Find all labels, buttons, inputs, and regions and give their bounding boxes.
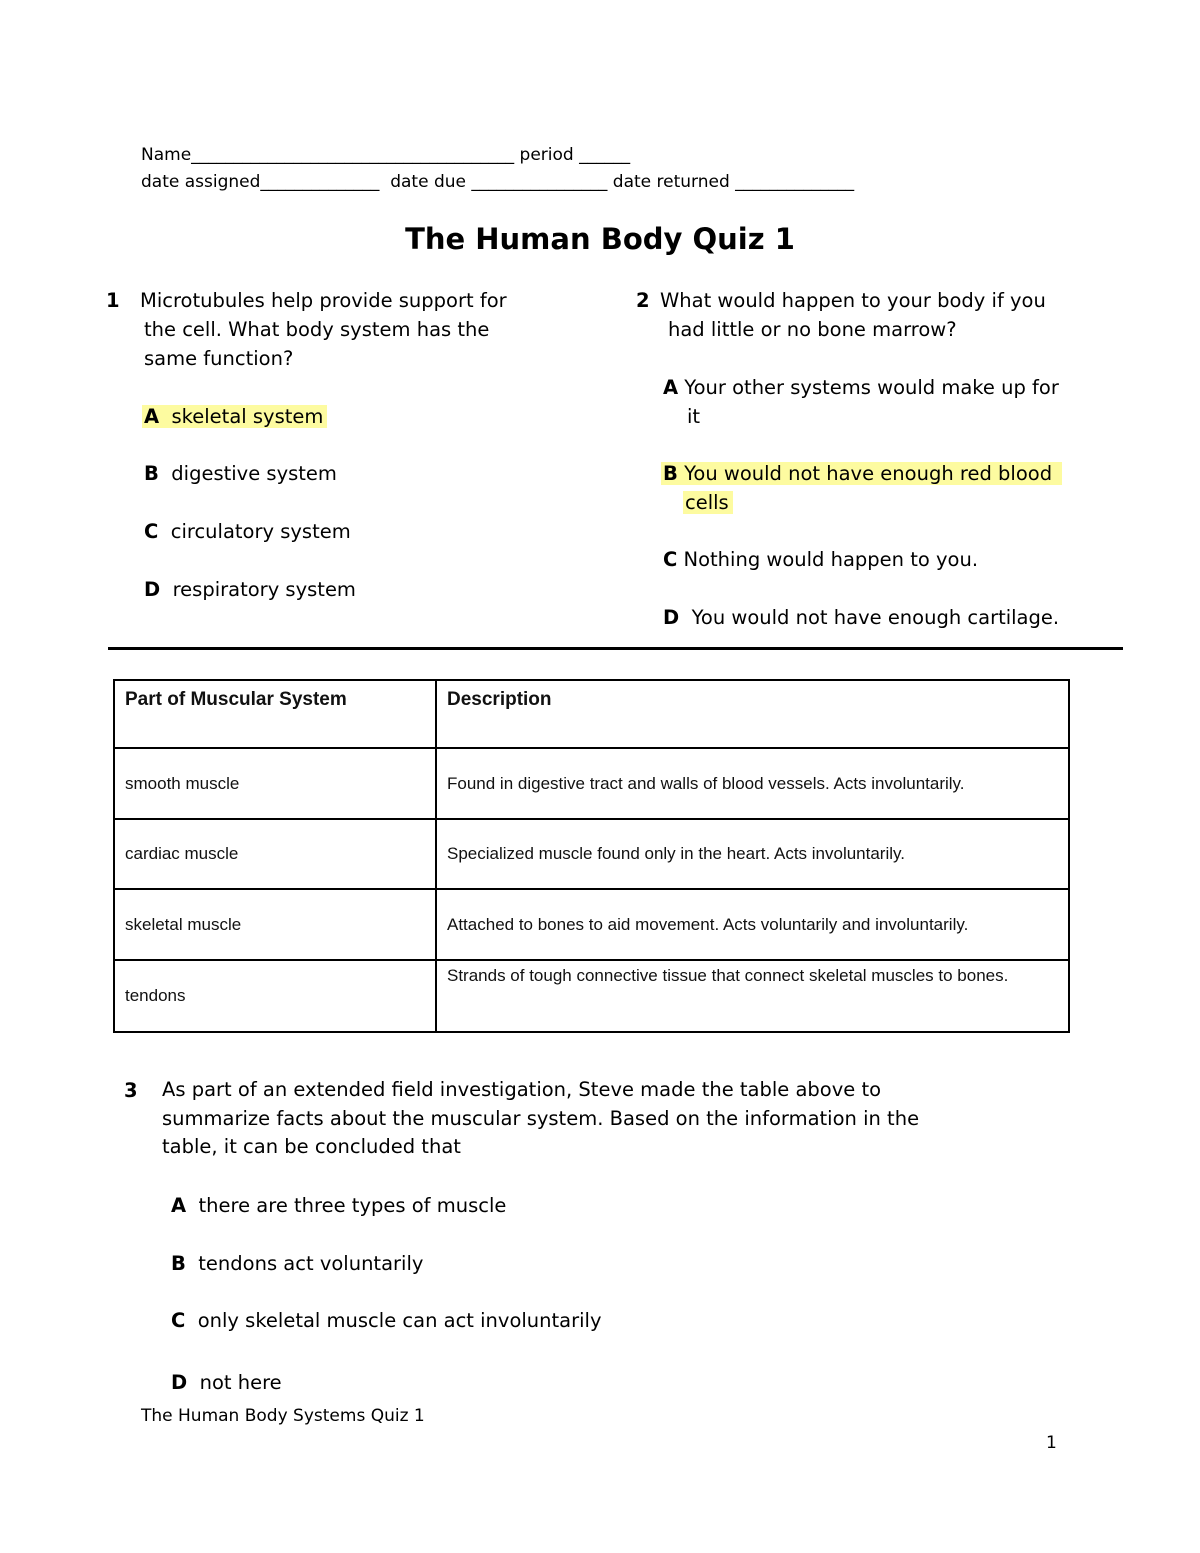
option-text: digestive system xyxy=(171,462,337,485)
table-cell: tendons xyxy=(114,960,436,1032)
table-cell: skeletal muscle xyxy=(114,889,436,960)
question-1-option-a[interactable] xyxy=(144,402,327,431)
option-letter: B xyxy=(171,1252,186,1275)
highlighted-answer xyxy=(142,405,327,428)
question-1-option-d[interactable] xyxy=(144,575,356,604)
question-2-number: 2 xyxy=(636,289,650,312)
question-2-option-a[interactable] xyxy=(663,373,1059,431)
question-1-number: 1 xyxy=(106,289,120,312)
question-3-line: As part of an extended field investigation, Steve made the table above to xyxy=(162,1078,882,1101)
question-1-line: same function? xyxy=(144,347,294,370)
question-3-option-d[interactable] xyxy=(171,1368,282,1397)
option-text: respiratory system xyxy=(172,578,356,601)
question-3-option-a[interactable] xyxy=(171,1191,506,1220)
option-text: there are three types of muscle xyxy=(198,1194,507,1217)
highlighted-answer xyxy=(661,462,1062,485)
table-row xyxy=(114,889,1069,960)
option-text-continued: it xyxy=(687,405,701,428)
question-3-line: table, it can be concluded that xyxy=(162,1135,461,1158)
page-footer: The Human Body Systems Quiz 1 xyxy=(141,1406,425,1426)
option-letter: B xyxy=(663,462,678,485)
table-header-cell: Description xyxy=(436,680,1069,748)
option-text: not here xyxy=(199,1371,282,1394)
question-2-option-b[interactable] xyxy=(663,459,1062,517)
option-text: skeletal system xyxy=(171,405,324,428)
question-2-line: had little or no bone marrow? xyxy=(668,318,957,341)
table-cell: Attached to bones to aid movement. Acts voluntarily and involuntarily. xyxy=(436,889,1069,960)
question-1-text xyxy=(140,286,507,373)
option-letter: D xyxy=(171,1371,188,1394)
table-row xyxy=(114,819,1069,889)
table-cell: Found in digestive tract and walls of blood vessels. Acts involuntarily. xyxy=(436,748,1069,819)
table-cell: Specialized muscle found only in the heart. Acts involuntarily. xyxy=(436,819,1069,889)
option-letter: C xyxy=(144,520,159,543)
page-number: 1 xyxy=(1046,1433,1057,1453)
option-text: Nothing would happen to you. xyxy=(683,548,979,571)
option-text: You would not have enough red blood xyxy=(684,462,1053,485)
table-header-cell: Part of Muscular System xyxy=(114,680,436,748)
question-3-option-b[interactable] xyxy=(171,1249,423,1278)
question-3-number: 3 xyxy=(124,1079,138,1102)
question-1-option-c[interactable] xyxy=(144,517,351,546)
question-2-option-d[interactable] xyxy=(663,603,1059,632)
option-text: only skeletal muscle can act involuntarily xyxy=(197,1309,602,1332)
option-letter: C xyxy=(663,548,678,571)
option-text: tendons act voluntarily xyxy=(198,1252,424,1275)
option-text: Your other systems would make up for xyxy=(684,376,1059,399)
option-text: circulatory system xyxy=(170,520,351,543)
option-letter: D xyxy=(663,606,680,629)
question-2-text xyxy=(660,286,1046,344)
question-1-line: the cell. What body system has the xyxy=(144,318,490,341)
table-header-row xyxy=(114,680,1069,748)
question-1-option-b[interactable] xyxy=(144,459,337,488)
question-3-text xyxy=(162,1076,919,1162)
question-3-line: summarize facts about the muscular system. Based on the information in the xyxy=(162,1106,920,1130)
table-cell: Strands of tough connective tissue that connect skeletal muscles to bones. xyxy=(436,960,1069,1032)
table-cell: smooth muscle xyxy=(114,748,436,819)
table-row xyxy=(114,960,1069,1032)
table-cell: cardiac muscle xyxy=(114,819,436,889)
section-divider xyxy=(108,647,1123,650)
quiz-title: The Human Body Quiz 1 xyxy=(405,222,795,256)
option-letter: D xyxy=(144,578,161,601)
option-letter: B xyxy=(144,462,159,485)
option-text: You would not have enough cartilage. xyxy=(691,606,1060,629)
option-text-continued: cells xyxy=(683,491,733,514)
question-2-option-c[interactable] xyxy=(663,545,978,574)
question-3-option-c[interactable] xyxy=(171,1306,602,1335)
name-period-line: Name______________________________________ period ______ xyxy=(141,145,631,165)
muscular-system-table xyxy=(113,679,1070,1033)
dates-line: date assigned______________ date due ________________ date returned ______________ xyxy=(141,172,855,192)
table-row xyxy=(114,748,1069,819)
question-1-line: Microtubules help provide support for xyxy=(140,289,507,312)
question-2-line: What would happen to your body if you xyxy=(660,289,1046,312)
option-letter: A xyxy=(171,1194,187,1217)
option-letter: A xyxy=(144,405,160,428)
option-letter: C xyxy=(171,1309,186,1332)
option-letter: A xyxy=(663,376,679,399)
